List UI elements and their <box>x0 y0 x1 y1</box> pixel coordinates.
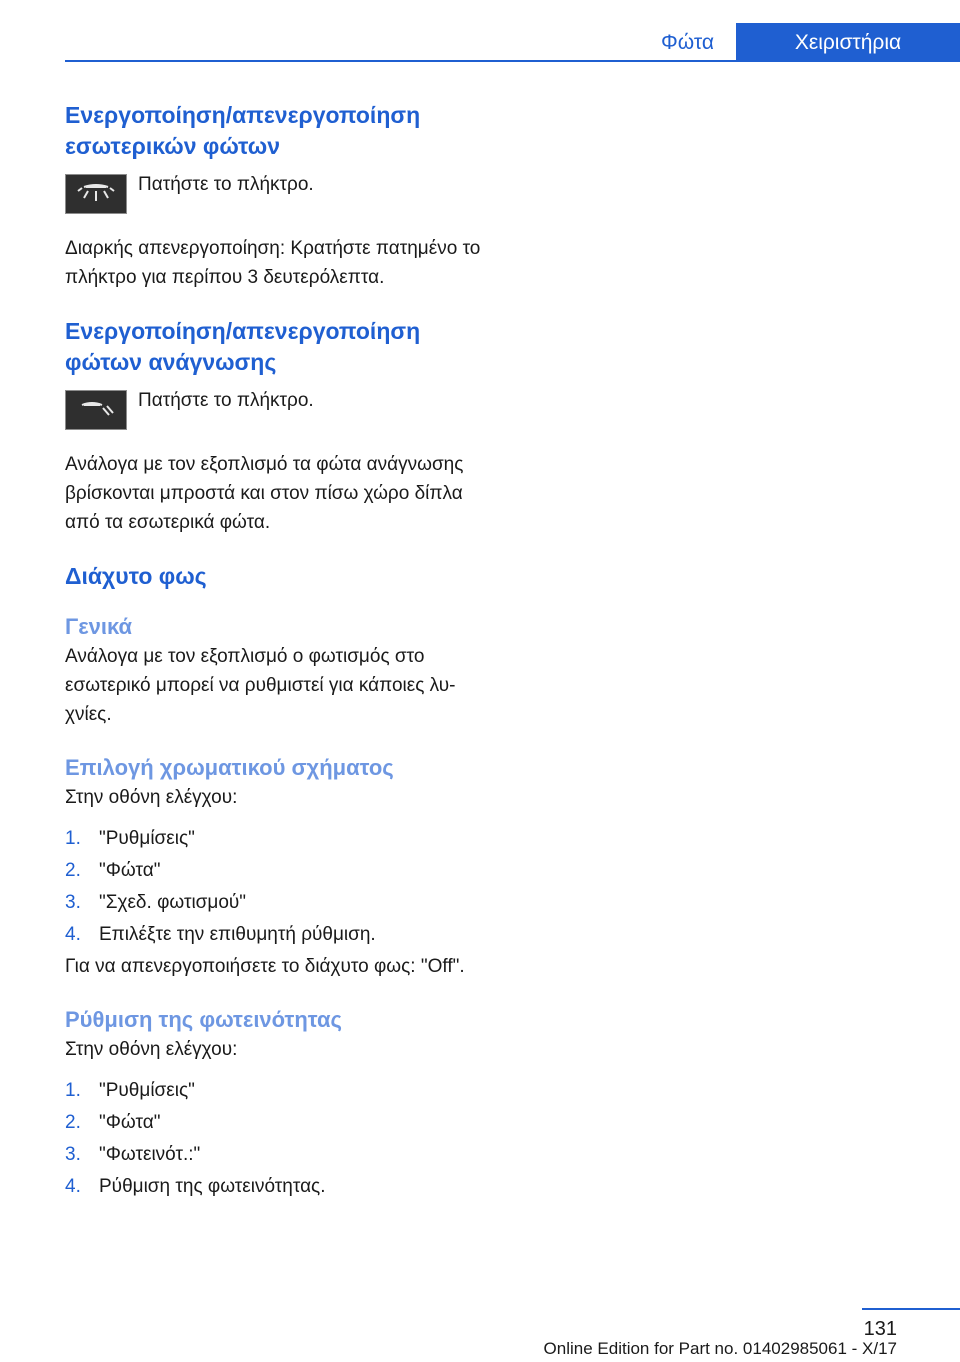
interior-light-icon <box>76 181 116 207</box>
reading-lights-location: Ανάλογα με τον εξοπλισμό τα φώτα ανάγνωσης βρίσκονται μπροστά και στον πίσω χώρο δίπλα από τα εσωτερικά φώτα. <box>65 454 464 533</box>
reading-lights-key-row <box>65 390 485 430</box>
list-item: 1. "Ρυθμίσεις" <box>65 828 195 849</box>
list-item: 1. "Ρυθμίσεις" <box>65 1080 195 1101</box>
brightness-intro: Στην οθόνη ελέγχου: <box>65 1039 238 1060</box>
interior-lights-heading: Ενεργοποίηση/απενεργοποίηση εσωτερικών φώτων <box>65 102 421 159</box>
interior-lights-permanent-off: Διαρκής απενεργοποίηση: Κρατήστε πατημένο το πλήκτρο για περίπου 3 δευτερόλεπτα. <box>65 238 481 288</box>
brightness-steps <box>65 1076 485 1201</box>
general-subheading: Γενικά <box>65 614 133 639</box>
page-number: 131 <box>863 1318 897 1340</box>
ambient-light-heading: Διάχυτο φως <box>65 563 207 589</box>
list-item: 4. Επιλέξτε την επιθυμητή ρύθμιση. <box>65 924 376 945</box>
header-section[interactable]: Φώτα <box>661 31 714 54</box>
interior-light-key <box>65 174 127 214</box>
reading-light-key <box>65 390 127 430</box>
general-text: Ανάλογα με τον εξοπλισμό ο φωτισμός στο εσωτερικό μπορεί να ρυθμιστεί για κάποιες λυχνίες. <box>65 646 456 725</box>
list-item: 2. "Φώτα" <box>65 1112 161 1133</box>
color-scheme-steps <box>65 824 485 949</box>
color-scheme-intro: Στην οθόνη ελέγχου: <box>65 787 238 808</box>
reading-lights-press-key: Πατήστε το πλήκτρο. <box>138 390 314 411</box>
brightness-subheading: Ρύθμιση της φωτεινότητας <box>65 1007 342 1032</box>
list-item: 2. "Φώτα" <box>65 860 161 881</box>
interior-lights-key-row <box>65 174 485 214</box>
list-item: 3. "Φωτεινότ.:" <box>65 1144 201 1165</box>
list-item: 3. "Σχεδ. φωτισμού" <box>65 892 247 913</box>
list-item: 4. Ρύθμιση της φωτεινότητας. <box>65 1176 326 1197</box>
interior-lights-press-key: Πατήστε το πλήκτρο. <box>138 174 314 195</box>
reading-lights-heading: Ενεργοποίηση/απενεργοποίηση φώτων ανάγνωσης <box>65 318 421 375</box>
main-column <box>65 100 485 1204</box>
ambient-off-note: Για να απενεργοποιήσετε το διάχυτο φως: "Off". <box>65 956 465 977</box>
edition-note: Online Edition for Part no. 01402985061 - X/17 <box>543 1339 897 1358</box>
footer-rule <box>862 1308 960 1310</box>
header-chapter-tab[interactable]: Χειριστήρια <box>736 23 960 62</box>
color-scheme-subheading: Επιλογή χρωματικού σχήματος <box>65 755 394 780</box>
reading-light-icon <box>76 397 116 423</box>
